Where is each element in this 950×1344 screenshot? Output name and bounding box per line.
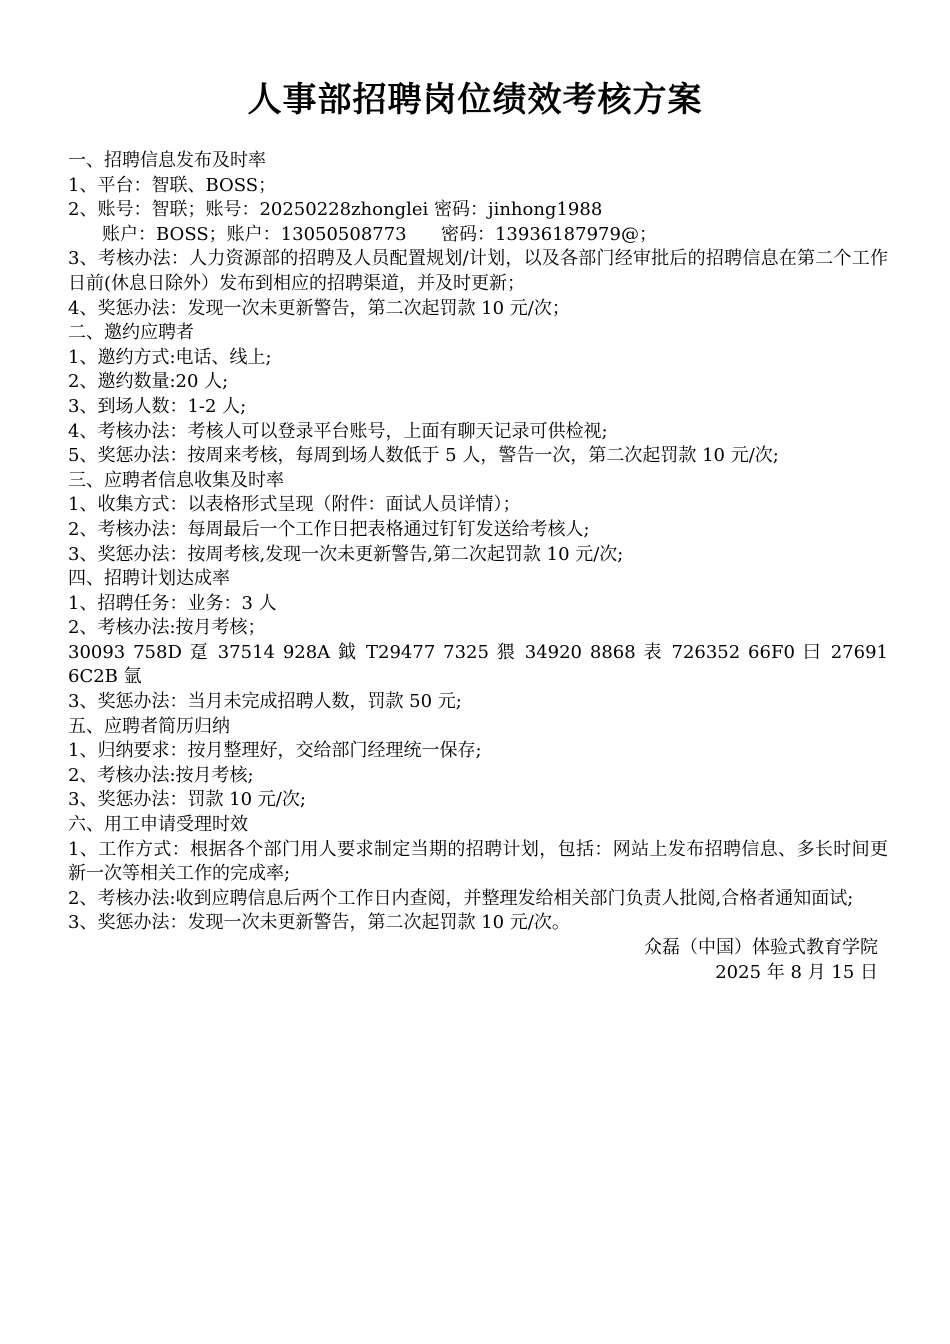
section-item: 2、邀约数量:20 人; (68, 371, 229, 393)
section-item: 1、招聘任务：业务：3 人 (68, 592, 277, 614)
section-heading: 一、招聘信息发布及时率 (68, 150, 266, 171)
section-item: 2、考核办法:按月考核; (68, 764, 254, 786)
section-item: 2、考核办法：每周最后一个工作日把表格通过钉钉发送给考核人; (68, 518, 590, 540)
section-heading: 三、应聘者信息收集及时率 (68, 469, 284, 491)
footer-organization: 众磊（中国）体验式教育学院 (644, 937, 878, 958)
section-heading: 二、邀约应聘者 (68, 322, 194, 344)
section-item: 3、奖惩办法：发现一次未更新警告，第二次起罚款 10 元/次。 (68, 912, 570, 934)
section-item: 5、奖惩办法：按周来考核，每周到场人数低于 5 人，警告一次，第二次起罚款 10 元/次; (68, 445, 779, 467)
section-heading: 五、应聘者简历归纳 (68, 715, 230, 737)
section-item: 1、归纳要求：按月整理好，交给部门经理统一保存; (68, 740, 482, 762)
section-item: 2、考核办法:按月考核； (68, 617, 266, 639)
section-item: 3、奖惩办法：罚款 10 元/次; (68, 789, 306, 811)
section-item: 1、收集方式：以表格形式呈现（附件：面试人员详情）； (68, 494, 521, 516)
section-item: 4、考核办法：考核人可以登录平台账号，上面有聊天记录可供检视; (68, 420, 608, 442)
section-item: 1、平台：智联、BOSS； (68, 174, 277, 196)
section-item: 2、账号：智联；账号：20250228zhonglei 密码：jinhong1988 (68, 199, 603, 221)
section-item: 4、奖惩办法：发现一次未更新警告，第二次起罚款 10 元/次； (68, 297, 570, 319)
document-title: 人事部招聘岗位绩效考核方案 (247, 80, 703, 120)
section-item: 2、考核办法:收到应聘信息后两个工作日内查阅，并整理发给相关部门负责人批阅,合格者通知面试; (68, 887, 854, 909)
code-sequence: 30093 758D 趸 37514 928A 鉞 T29477 7325 猥 34920 8868 表 726352 66F0 曰 27691 6C2B 氩 (68, 641, 888, 688)
section-item: 1、工作方式：根据各个部门用人要求制定当期的招聘计划，包括：网站上发布招聘信息、多长时间更新一次等相关工作的完成率; (68, 838, 888, 885)
section-item: 3、奖惩办法：当月未完成招聘人数，罚款 50 元; (68, 691, 462, 713)
section-item: 3、到场人数：1-2 人; (68, 395, 247, 417)
section-item: 1、邀约方式:电话、线上; (68, 346, 272, 368)
section-item: 3、奖惩办法：按周考核,发现一次未更新警告,第二次起罚款 10 元/次; (68, 543, 624, 565)
footer-date: 2025 年 8 月 15 日 (715, 961, 878, 983)
document-body (68, 149, 888, 985)
section-item: 3、考核办法：人力资源部的招聘及人员配置规划/计划，以及各部门经审批后的招聘信息在第二个工作日前(休息日除外）发布到相应的招聘渠道，并及时更新； (68, 248, 888, 294)
section-heading: 四、招聘计划达成率 (68, 568, 230, 590)
section-heading: 六、用工申请受理时效 (68, 814, 248, 836)
section-item: 账户：BOSS；账户：13050508773 密码：13936187979@； (102, 223, 657, 245)
